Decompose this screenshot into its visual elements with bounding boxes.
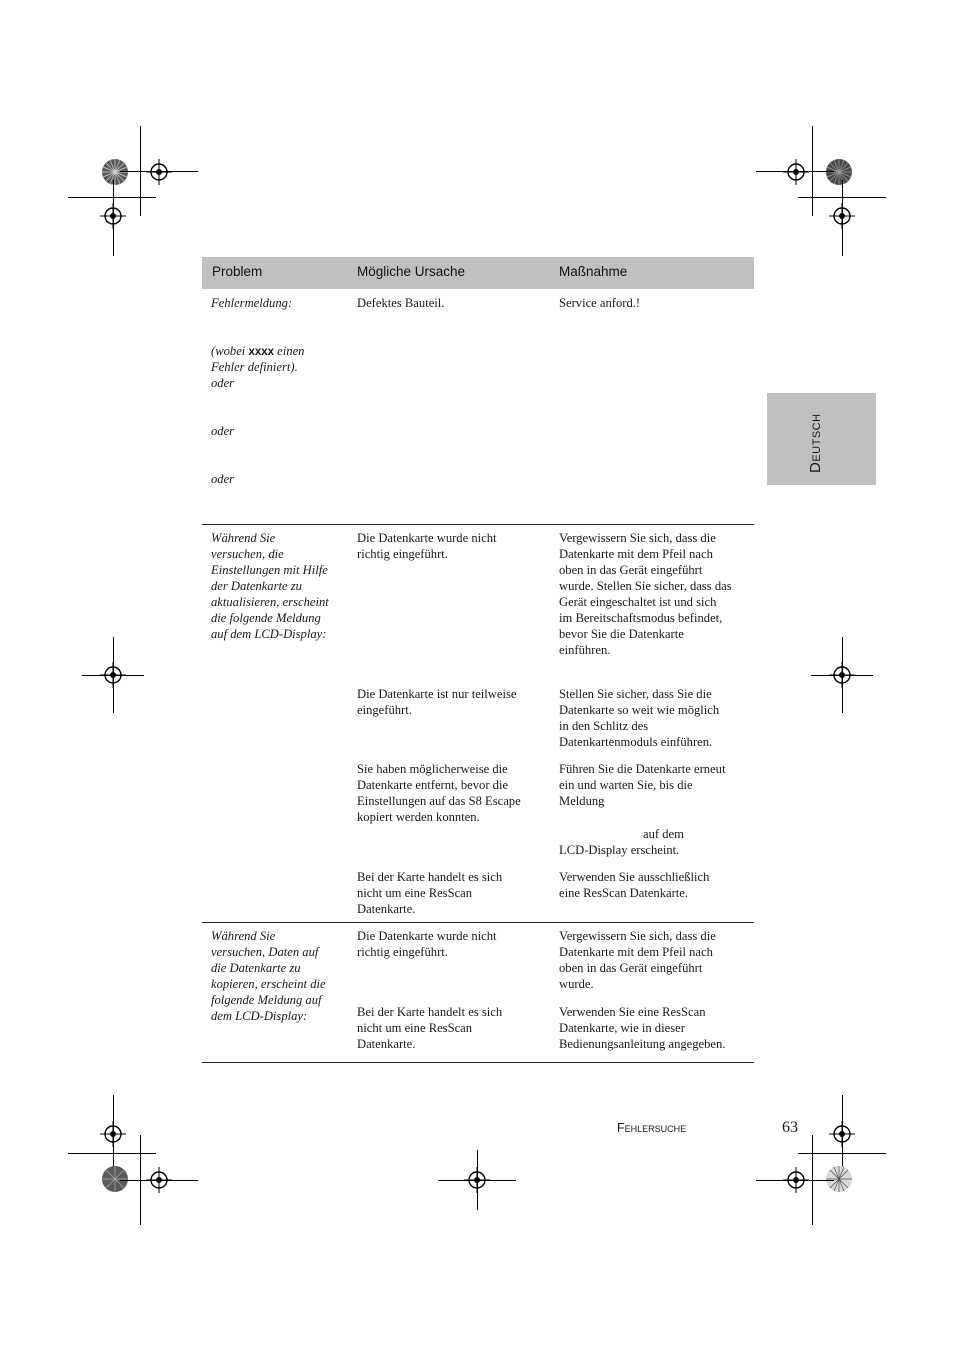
table-header <box>202 257 754 289</box>
crop-line <box>140 1135 141 1225</box>
cause-not-resscan-card: Bei der Karte handelt es sich nicht um eine ResScan Datenkarte. <box>357 870 503 916</box>
crop-line <box>140 126 141 216</box>
error-code-placeholder: xxxx <box>248 346 275 358</box>
registration-rosette-icon <box>825 1165 853 1193</box>
cause-not-resscan-card: Bei der Karte handelt es sich nicht um eine ResScan Datenkarte. <box>357 1005 503 1051</box>
cause-card-removed-early: Sie haben möglicherweise die Datenkarte entfernt, bevor die Einstellungen auf das S8 Escape kopiert werden konnten. <box>357 762 521 824</box>
crop-line <box>842 1095 843 1171</box>
registration-rosette-icon <box>825 158 853 186</box>
action-use-resscan-card: Verwenden Sie eine ResScan Datenkarte, wie in dieser Bedienungsanleitung angegeben. <box>559 1005 726 1051</box>
crop-line <box>477 1150 478 1210</box>
crop-line <box>842 180 843 256</box>
table-bottom-rule <box>202 1062 754 1063</box>
action-use-resscan-only: Verwenden Sie ausschließlich eine ResScan Datenkarte. <box>559 870 710 900</box>
crosshair-target-icon <box>783 159 809 185</box>
wobei-post: einen <box>274 344 305 358</box>
problem-or-3: oder <box>211 472 235 486</box>
crop-line <box>120 171 198 172</box>
crop-line <box>842 637 843 713</box>
action-check-card-orientation: Vergewissern Sie sich, dass die Datenkarte mit dem Pfeil nach oben in das Gerät eingeführt wurde. <box>559 929 716 991</box>
crop-line <box>756 1180 834 1181</box>
cause-card-not-inserted: Die Datenkarte wurde nicht richtig eingeführt. <box>357 531 497 561</box>
action-reinsert-card: Führen Sie die Datenkarte erneut ein und warten Sie, bis die Meldung <box>559 762 726 808</box>
action-request-service: Service anford.! <box>559 296 641 310</box>
action-insert-fully: Stellen Sie sicher, dass Sie die Datenkarte so weit wie möglich in den Schlitz des Datenkartenmoduls einführen. <box>559 687 720 749</box>
action-reinsert-tail-1: auf dem <box>643 827 684 841</box>
crop-line <box>812 126 813 216</box>
crop-line <box>113 180 114 256</box>
cause-defective-part: Defektes Bauteil. <box>357 296 445 310</box>
header-cause: Mögliche Ursache <box>357 264 466 279</box>
action-reinsert-tail-2: LCD-Display erscheint. <box>559 843 680 857</box>
crop-line <box>120 1180 198 1181</box>
footer-section-name: Fehlersuche <box>617 1121 687 1135</box>
wobei-pre: (wobei <box>211 344 249 358</box>
header-problem: Problem <box>212 264 263 279</box>
problem-or-1: oder <box>211 376 235 390</box>
registration-rosette-icon <box>101 158 129 186</box>
registration-rosette-icon <box>101 1165 129 1193</box>
crop-line <box>113 1095 114 1171</box>
side-tab-label: Deutsch <box>807 413 824 473</box>
crop-line <box>756 171 834 172</box>
cause-card-partially-inserted: Die Datenkarte ist nur teilweise eingeführt. <box>357 687 517 717</box>
crop-line <box>113 637 114 713</box>
problem-or-2: oder <box>211 424 235 438</box>
language-side-tab <box>767 393 876 485</box>
problem-copy-data: Während Sie versuchen, Daten auf die Datenkarte zu kopieren, erscheint die folgende Meldung auf dem LCD-Display: <box>211 929 326 1023</box>
problem-wobei-line <box>211 343 304 360</box>
problem-error-defined: Fehler definiert). <box>211 360 298 374</box>
page-number: 63 <box>782 1119 798 1136</box>
action-check-card-orientation: Vergewissern Sie sich, dass die Datenkarte mit dem Pfeil nach oben in das Gerät eingeführt wurde. Stellen Sie sicher, dass das Gerät eingeschaltet ist und sich im Bereitschaftsmodus befindet, bevor Sie die Datenkarte einführen. <box>559 531 732 657</box>
cause-card-not-inserted: Die Datenkarte wurde nicht richtig eingeführt. <box>357 929 497 959</box>
table-row-divider <box>202 524 754 525</box>
crop-line <box>68 1153 156 1154</box>
problem-error-message: Fehlermeldung: <box>211 296 293 310</box>
crop-line <box>812 1135 813 1225</box>
header-action: Maßnahme <box>559 264 628 279</box>
table-row-divider <box>202 922 754 923</box>
problem-update-settings: Während Sie versuchen, die Einstellungen mit Hilfe der Datenkarte zu aktualisieren, erscheint die folgende Meldung auf dem LCD-Display: <box>211 531 329 641</box>
crosshair-target-icon <box>146 159 172 185</box>
crop-line <box>68 197 156 198</box>
